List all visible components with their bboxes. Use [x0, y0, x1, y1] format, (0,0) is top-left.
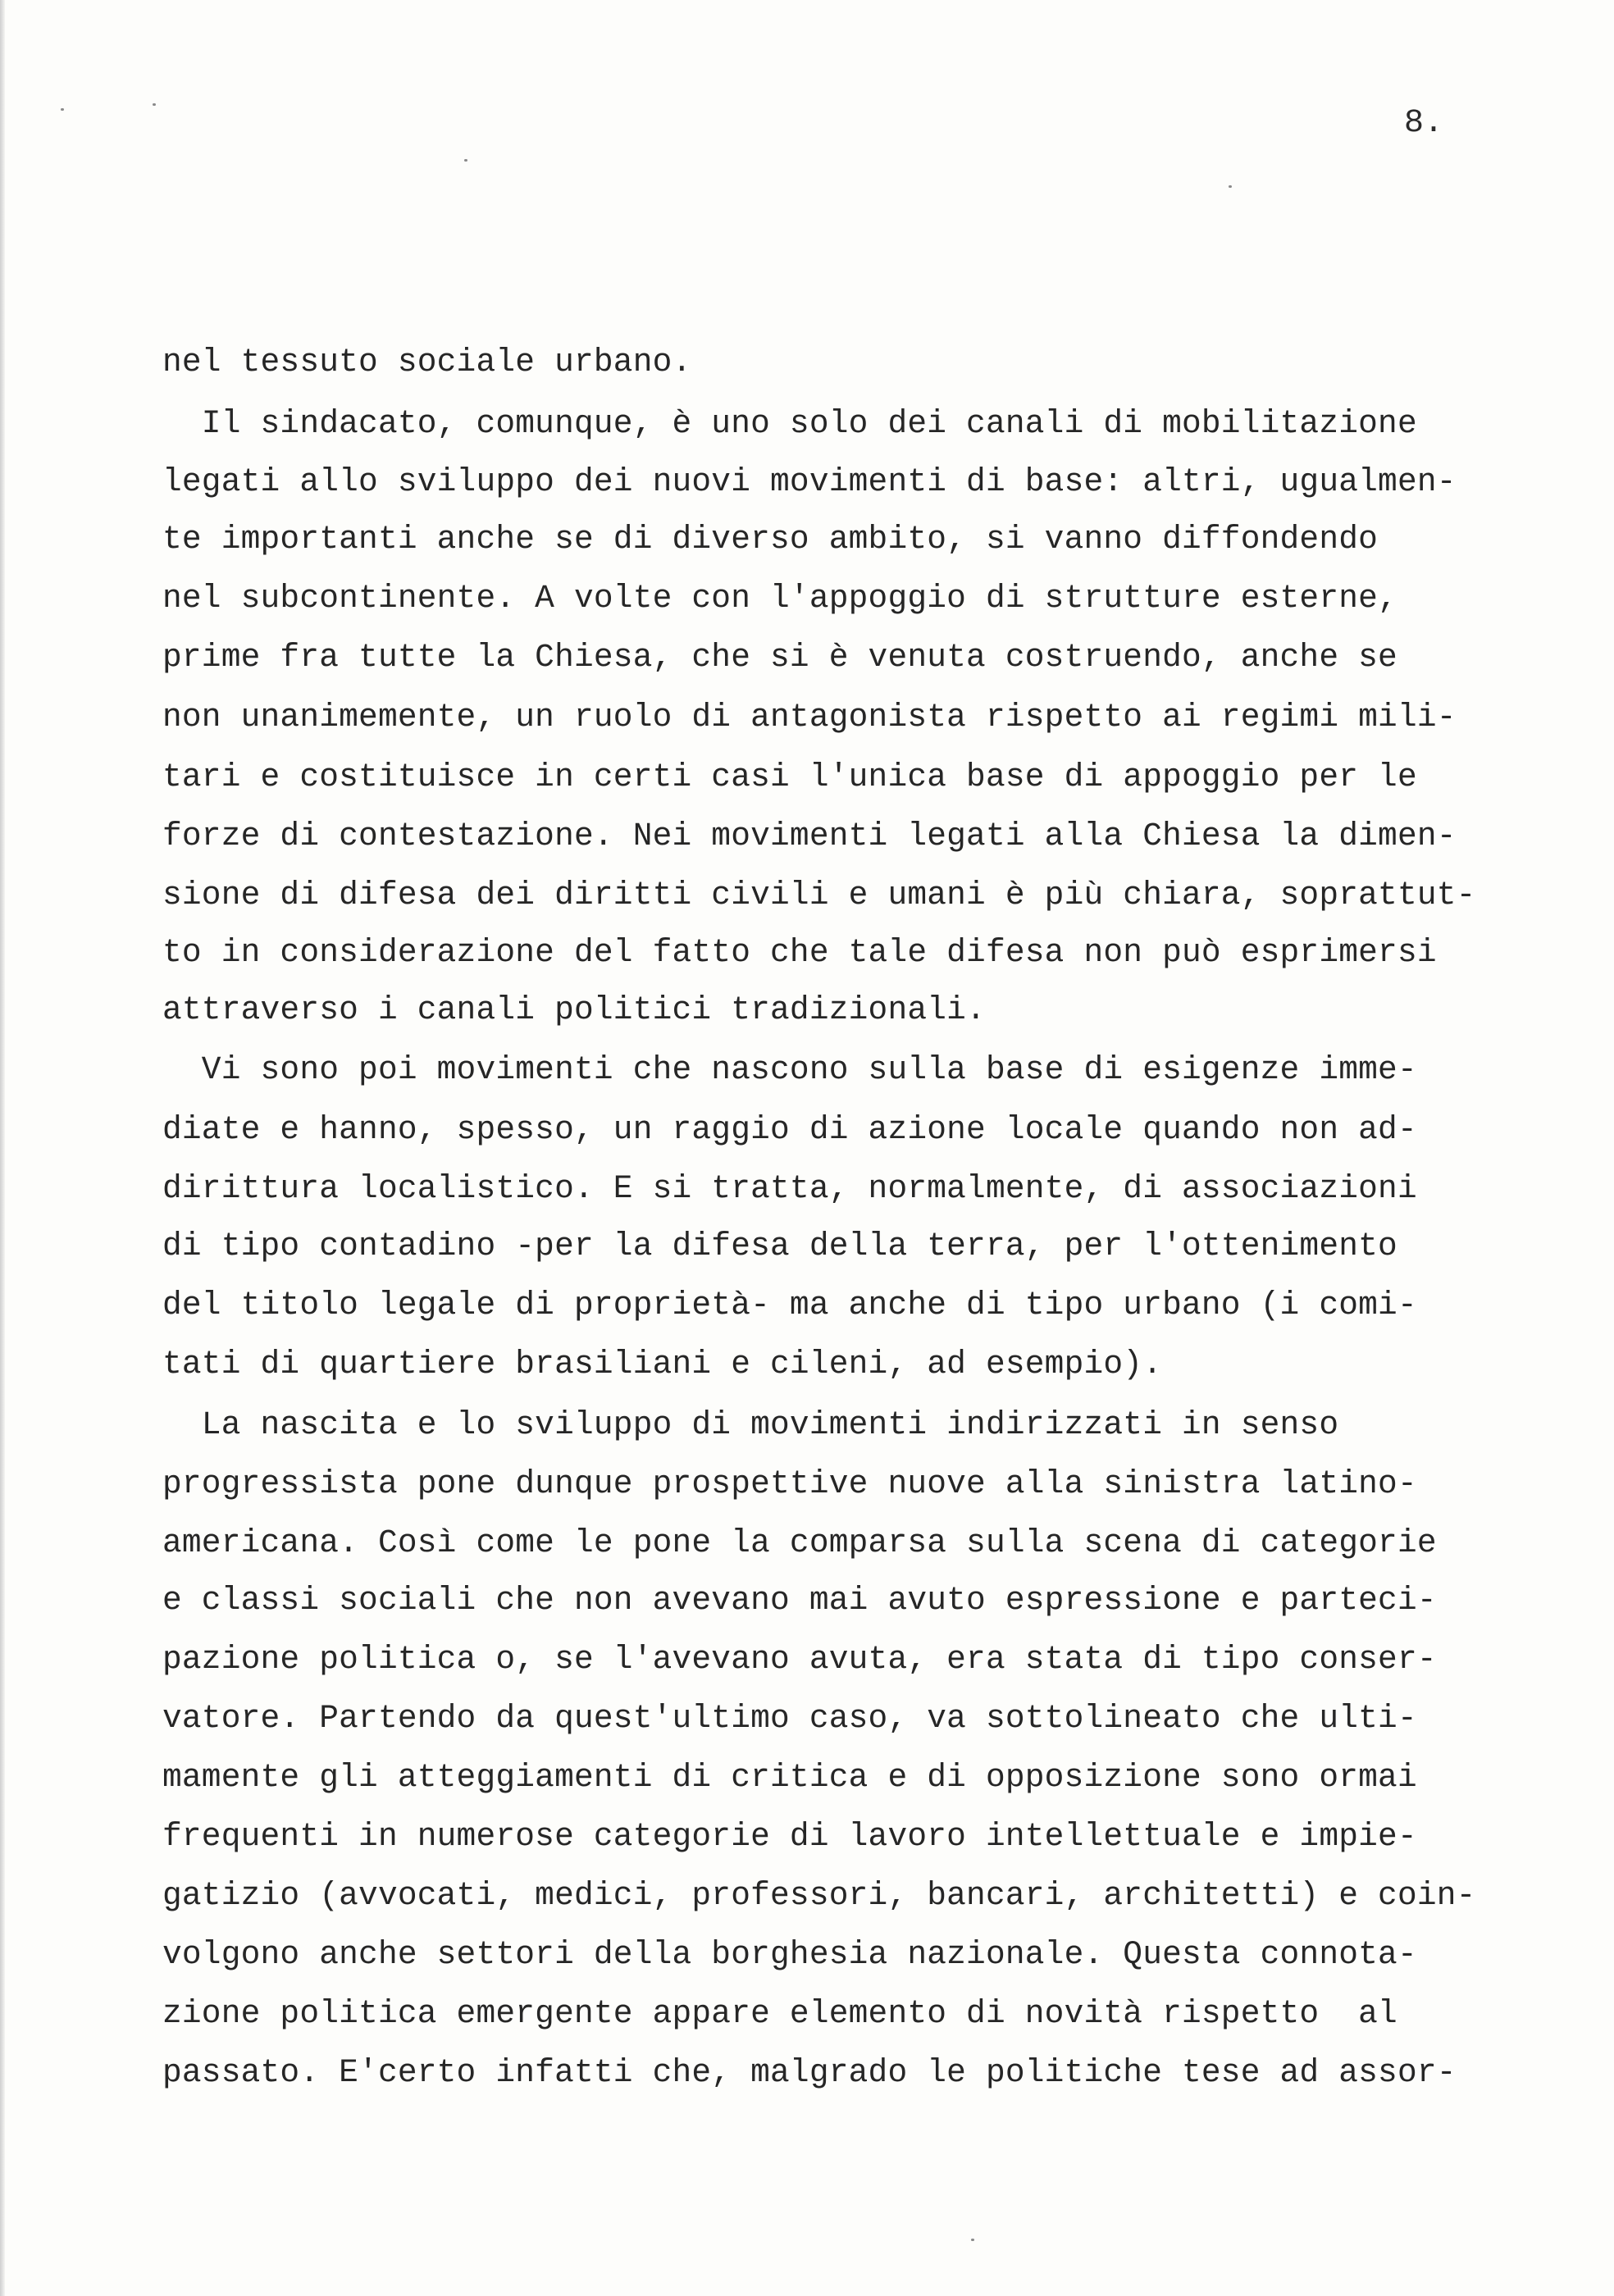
text-line: te importanti anche se di diverso ambito, si vanno diffondendo — [162, 521, 1379, 558]
text-line: progressista pone dunque prospettive nuove alla sinistra latino- — [162, 1465, 1417, 1502]
text-line: mamente gli atteggiamenti di critica e di opposizione sono ormai — [162, 1759, 1417, 1796]
text-line: non unanimemente, un ruolo di antagonista rispetto ai regimi mili- — [162, 699, 1457, 736]
page-number: 8. — [1404, 105, 1444, 142]
text-line: prime fra tutte la Chiesa, che si è venuta costruendo, anche se — [162, 639, 1397, 676]
text-line: to in considerazione del fatto che tale difesa non può esprimersi — [162, 934, 1437, 971]
text-line: frequenti in numerose categorie di lavoro intellettuale e impie- — [162, 1818, 1417, 1855]
text-line: dirittura localistico. E si tratta, normalmente, di associazioni — [162, 1170, 1417, 1207]
text-line: volgono anche settori della borghesia nazionale. Questa connota- — [162, 1936, 1417, 1973]
text-line: passato. E'certo infatti che, malgrado le politiche tese ad assor- — [162, 2054, 1457, 2091]
text-line: di tipo contadino -per la difesa della terra, per l'ottenimento — [162, 1228, 1397, 1264]
text-line: Il sindacato, comunque, è uno solo dei canali di mobilitazione — [162, 405, 1417, 442]
text-line: pazione politica o, se l'avevano avuta, era stata di tipo conser- — [162, 1641, 1437, 1678]
text-line: tati di quartiere brasiliani e cileni, ad esempio). — [162, 1346, 1163, 1383]
text-line: americana. Così come le pone la comparsa sulla scena di categorie — [162, 1524, 1437, 1561]
text-line: tari e costituisce in certi casi l'unica base di appoggio per le — [162, 758, 1417, 795]
text-line: La nascita e lo sviluppo di movimenti indirizzati in senso — [162, 1406, 1339, 1443]
text-line: e classi sociali che non avevano mai avuto espressione e parteci- — [162, 1582, 1437, 1619]
text-line: zione politica emergente appare elemento di novità rispetto al — [162, 1995, 1397, 2032]
text-line: legati allo sviluppo dei nuovi movimenti di base: altri, ugualmen- — [162, 463, 1457, 500]
text-line: attraverso i canali politici tradizionali. — [162, 991, 986, 1028]
text-line: del titolo legale di proprietà- ma anche di tipo urbano (i comi- — [162, 1287, 1417, 1323]
text-line: sione di difesa dei diritti civili e umani è più chiara, soprattut- — [162, 877, 1476, 913]
text-line: gatizio (avvocati, medici, professori, bancari, architetti) e coin- — [162, 1877, 1476, 1914]
text-line: forze di contestazione. Nei movimenti legati alla Chiesa la dimen- — [162, 818, 1457, 854]
text-line: nel tessuto sociale urbano. — [162, 344, 692, 380]
text-line: diate e hanno, spesso, un raggio di azione locale quando non ad- — [162, 1111, 1417, 1148]
text-line: Vi sono poi movimenti che nascono sulla base di esigenze imme- — [162, 1051, 1417, 1088]
text-line: vatore. Partendo da quest'ultimo caso, va sottolineato che ulti- — [162, 1700, 1417, 1737]
text-line: nel subcontinente. A volte con l'appoggio di strutture esterne, — [162, 580, 1397, 617]
